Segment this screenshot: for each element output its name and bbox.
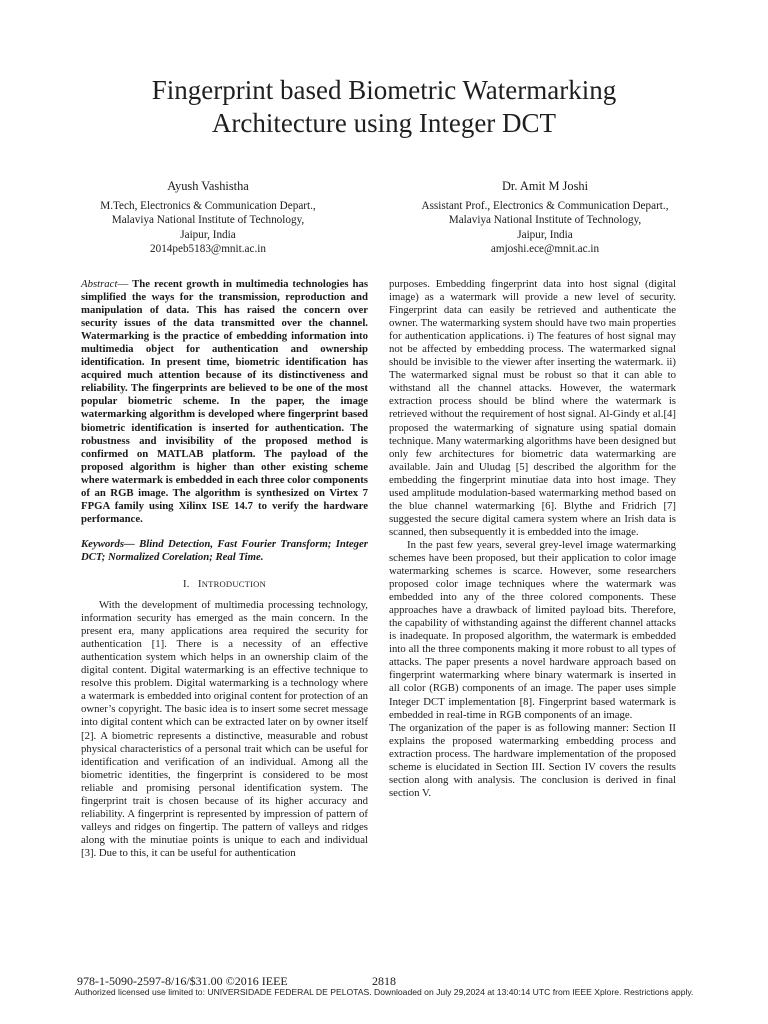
keywords: Keywords— Blind Detection, Fast Fourier Transform; Integer DCT; Normalized Corelation; Real Time. — [81, 537, 368, 563]
abstract-text: The recent growth in multimedia technologies has simplified the ways for the transmission, reproduction and manipulation of data. This has raised the concern over security issues of the data transmitted over the channel. Watermarking is the practice of embedding information into multimedia object for authentication and ownership identification. In present time, biometric identification has acquired much attention because of its distinctiveness and reliability. The fingerprints are believed to be one of the most popular biometric scheme. In the paper, the image watermarking algorithm is developed where fingerprint based biometric identification is inserted for authentication. The robustness and invisibility of the proposed method is confirmed on MATLAB platform. The payload of the proposed algorithm is higher than other existing scheme where watermark is embedded in each three color components of an RGB image. The algorithm is synthesized on Virtex 7 FPGA family using Xilinx ISE 14.7 to verify the hardware performance. — [81, 278, 368, 525]
section-title-rest: NTRODUCTION — [201, 578, 266, 589]
title-line-2: Architecture using Integer DCT — [211, 108, 557, 138]
section-heading-introduction — [81, 578, 368, 591]
body-paragraph-1: purposes. Embedding fingerprint data into host signal (digital image) as a watermark will provide a new level of security. Fingerprint data can easily be retrieved and authenticate the owner. The watermarking system should have two main properties for authentication applications. i) The features of host signal may not be affected by embedding process. The watermarked signal should be invisible to the viewer after inserting the watermark. ii) The watermarked signal must be robust so that it can able to withstand all the channel attacks. However, the watermark extraction process should be blind where the watermark is retrieved without the requirement of host signal. Al-Gindy et al.[4] proposed the watermarking of signature using spatial domain technique. Many watermarking algorithms have been designed but only few architectures for biometric data watermarking are available. Jain and Uludag [5] described the algorithm for the embedding the fingerprint minutiae data into host image. They used amplitude modulation-based watermarking method based on the blue channel watermarking [6]. Blythe and Fridrich [7] suggested the secure digital camera system where an Irish data is scanned, then subsequently it is embedded into the image. — [389, 278, 676, 538]
footer-isbn: 978-1-5090-2597-8/16/$31.00 ©2016 IEEE — [77, 974, 288, 988]
author-name: Dr. Amit M Joshi — [501, 179, 589, 193]
body-paragraph-2: In the past few years, several grey-level image watermarking schemes have been proposed, but their application to color image watermarking schemes is scarce. However, some researchers proposed color image techniques where the watermark was embedded into any of the three colored components. These approaches have a drawback of limited payload bits. Therefore, the capability of withstanding against the different channel attacks is inadequate. In proposed algorithm, the watermark is embedded into all the three components making it more robust to all types of attacks. The paper presents a novel hardware approach based on fingerprint watermarking where binary watermark is inserted in all color (RGB) components of an image. The paper uses simple Integer DCT implementation [8]. Fingerprint based watermark is embedded in real-time in RGB components of an image. — [389, 538, 676, 721]
abstract-label: Abstract — [81, 278, 118, 290]
paper-title — [0, 74, 768, 140]
body-paragraph-3: The organization of the paper is as following manner: Section II explains the proposed watermarking embedding process and extraction process. The hardware implementation of the proposed scheme is elucidated in Section III. Section IV covers the results section along with analysis. The conclusion is derived in final section V. — [389, 721, 676, 799]
section-number: I. — [183, 578, 190, 590]
author-email: amjoshi.ece@mnit.ac.in — [490, 242, 600, 255]
abstract — [81, 278, 368, 526]
author-city: Jaipur, India — [517, 228, 573, 241]
author-institution: Malaviya National Institute of Technology, — [111, 214, 305, 227]
author-block-2 — [385, 179, 705, 256]
intro-paragraph-1: With the development of multimedia processing technology, information security has emerged as the main concern. In the present era, many applications area required the security for authentication [1]. There is a necessity of an effective authentication system which helps in an ownership claim of the digital content. Digital watermarking is an effective technique to resolve this problem. Digital watermarking is a technology where a watermark is embedded into original content for protection of an owner’s copyright. The basic idea is to insert some secret message into digital content which can be extracted later on by owner itself [2]. A biometric represents a distinctive, measurable and robust physical characteristics of a personal trait which can be useful for identification and verification of an individual. Among all the biometric identities, the fingerprint is considered to be most reliable and promising personal identification system. The fingerprint trait is chosen because of its higher accuracy and reliability. A fingerprint is represented by impression of pattern of valleys and ridges on fingertip. The pattern of valleys and ridges along with the minutiae points is unique to each and individual [3]. Due to this, it can be useful for authentication — [81, 599, 368, 859]
author-affiliation: Assistant Prof., Electronics & Communication Depart., — [421, 200, 669, 213]
author-email: 2014peb5183@mnit.ac.in — [150, 242, 266, 255]
author-city: Jaipur, India — [180, 228, 236, 241]
author-institution: Malaviya National Institute of Technology, — [448, 214, 642, 227]
author-block-1 — [48, 179, 368, 256]
left-column — [81, 278, 368, 860]
section-first-letter: I — [198, 578, 202, 590]
title-line-1: Fingerprint based Biometric Watermarking — [151, 75, 617, 105]
license-notice: Authorized licensed use limited to: UNIVERSIDADE FEDERAL DE PELOTAS. Downloaded on July 29,2024 at 13:40:14 UTC from IEEE Xplore. Restrictions apply. — [74, 987, 694, 997]
abstract-dash: — — [117, 278, 133, 290]
author-affiliation: M.Tech, Electronics & Communication Depart., — [100, 200, 316, 213]
author-name: Ayush Vashistha — [167, 179, 249, 193]
right-column — [389, 278, 676, 800]
page-number: 2818 — [372, 974, 396, 988]
